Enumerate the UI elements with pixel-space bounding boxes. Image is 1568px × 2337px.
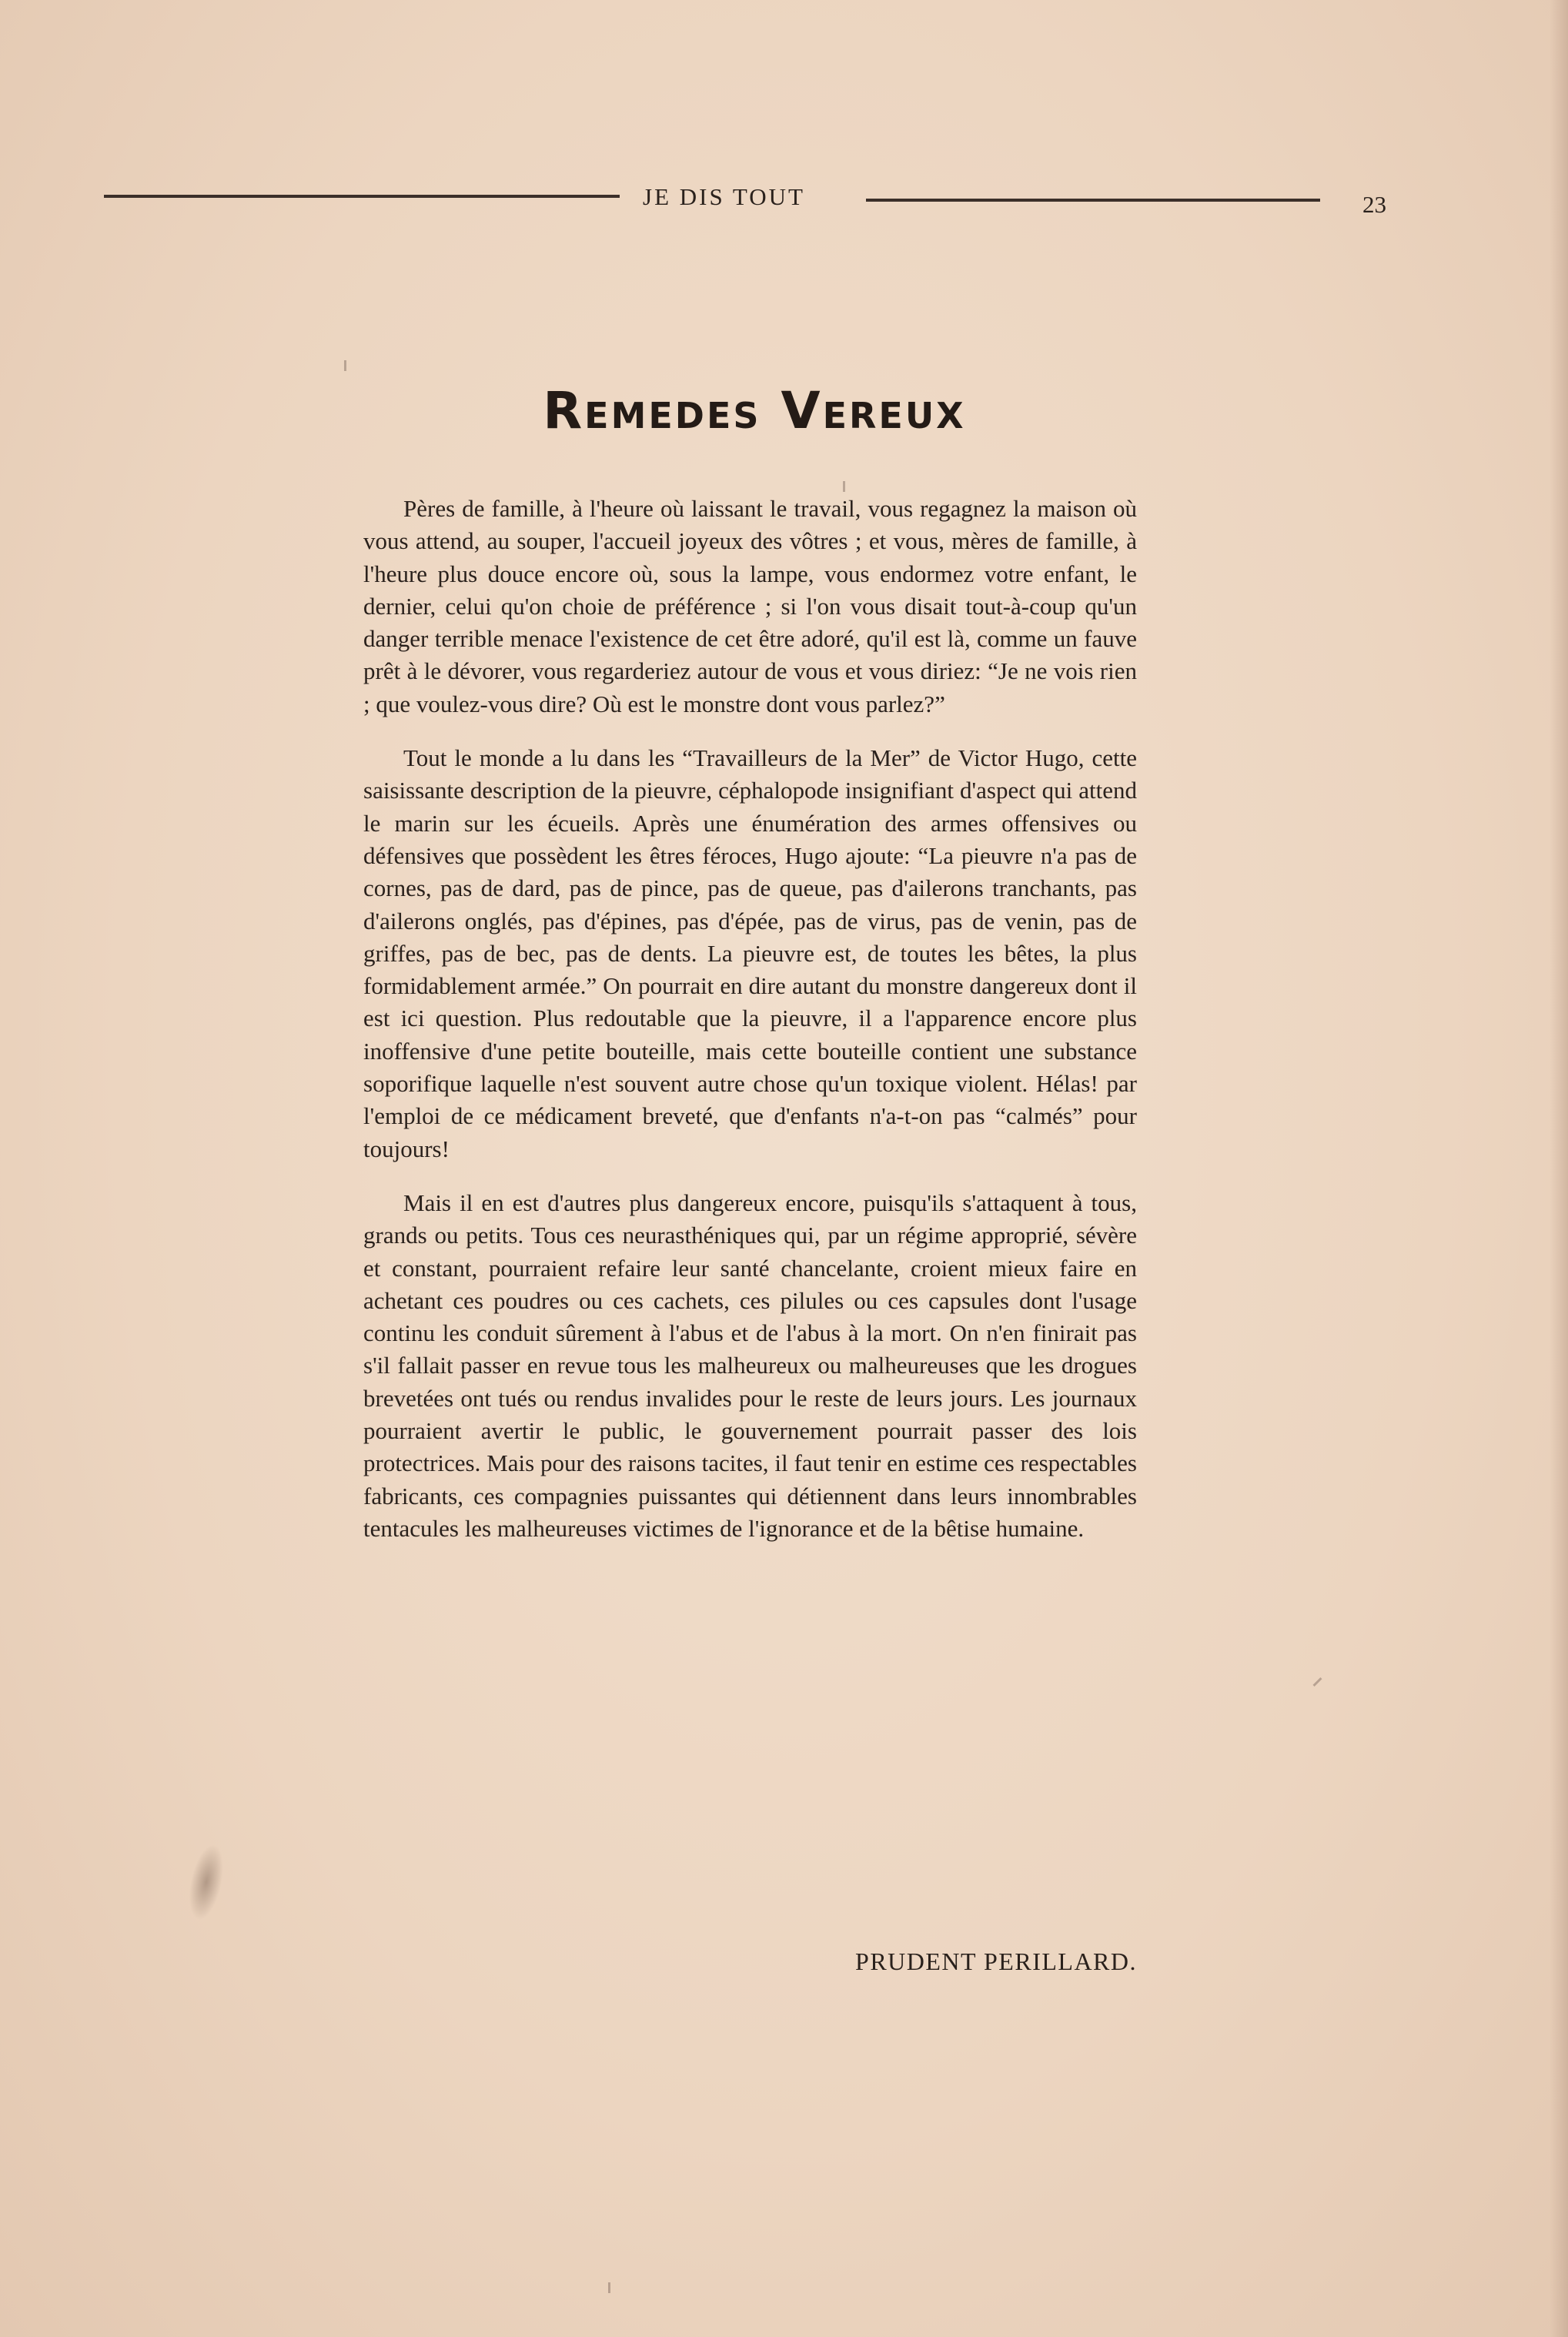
paper-speck <box>1312 1677 1322 1687</box>
article-body <box>363 493 1137 1566</box>
header-rule-left <box>104 195 620 198</box>
paragraph-1: Pères de famille, à l'heure où laissant le travail, vous regagnez la maison où vous attend, au souper, l'accueil joyeux des vôtres ; et vous, mères de famille, à l'heure plus douce encore où, sous la lampe, vous endormez votre enfant, le dernier, celui qu'on choie de préférence ; si l'on vous disait tout-à-coup qu'un danger terrible menace l'existence de cet être adoré, qu'il est là, comme un fauve prêt à le dévorer, vous regarderiez autour de vous et vous diriez: “Je ne vois rien ; que voulez-vous dire? Où est le monstre dont vous parlez?” <box>363 495 1137 717</box>
paragraph-2: Tout le monde a lu dans les “Travailleurs de la Mer” de Victor Hugo, cette saisissante description de la pieuvre, céphalopode insignifiant d'aspect qui attend le marin sur les écueils. Après une énumération des armes offensives ou défensives que possèdent les êtres féroces, Hugo ajoute: “La pieuvre n'a pas de cornes, pas de dard, pas de pince, pas de queue, pas d'ailerons tranchants, pas d'ailerons onglés, pas d'épines, pas d'épée, pas de virus, pas de venin, pas de griffes, pas de bec, pas de dents. La pieuvre est, de toutes les bêtes, la plus formidablement armée.” On pourrait en dire autant du monstre dangereux dont il est ici question. Plus redoutable que la pieuvre, il a l'apparence encore plus inoffensive d'une petite bouteille, mais cette bouteille contient une substance soporifique laquelle n'est souvent autre chose qu'un toxique violent. Hélas! par l'emploi de ce médicament breveté, que d'enfants n'a-t-on pas “calmés” pour toujours! <box>363 744 1137 1162</box>
running-title: JE DIS TOUT <box>643 183 805 210</box>
page-edge-shadow <box>1550 0 1568 2337</box>
article-title: Remedes Vereux <box>543 381 966 440</box>
paper-stain <box>183 1841 229 1923</box>
paper-speck <box>608 2282 610 2293</box>
paper-speck <box>843 481 845 492</box>
paragraph-3: Mais il en est d'autres plus dangereux encore, puisqu'ils s'attaquent à tous, grands ou petits. Tous ces neurasthéniques qui, par un régime approprié, sévère et constant, pourraient refaire leur santé chancelante, croient mieux faire en achetant ces poudres ou ces cachets, ces pilules ou ces capsules dont l'usage continu les conduit sûrement à l'abus et de l'abus à la mort. On n'en finirait pas s'il fallait passer en revue tous les malheureux ou malheureuses que les drogues brevetées ont tués ou rendus invalides pour le reste de leurs jours. Les journaux pourraient avertir le public, le gouvernement pourrait passer des lois protectrices. Mais pour des raisons tacites, il faut tenir en estime ces respectables fabricants, ces compagnies puissantes qui détiennent dans leurs innombrables tentacules les malheureuses victimes de l'ignorance et de la bêtise humaine. <box>363 1189 1137 1542</box>
page-number: 23 <box>1362 191 1386 218</box>
author-signature: PRUDENT PERILLARD. <box>855 1948 1137 1975</box>
running-header <box>104 183 1401 229</box>
header-rule-right <box>866 199 1320 202</box>
paper-speck <box>344 360 346 371</box>
